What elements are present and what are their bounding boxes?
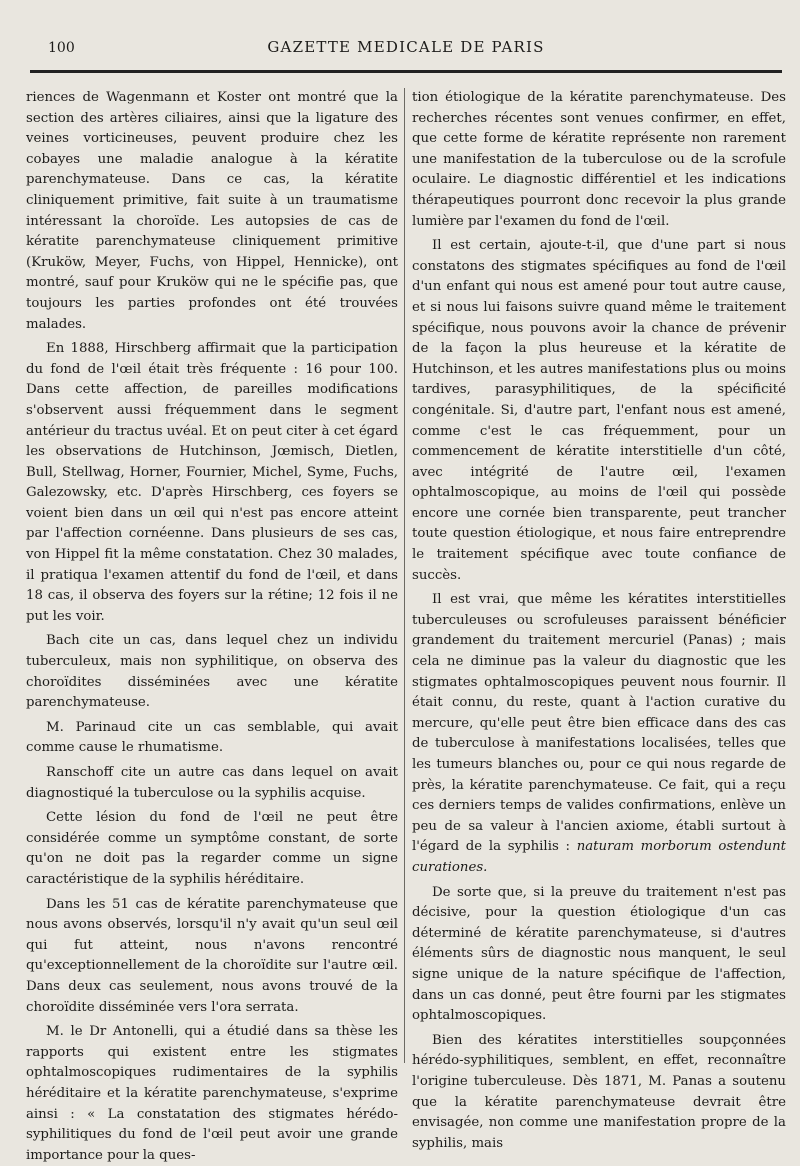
paragraph: En 1888, Hirschberg affirmait que la participation du fond de l'œil était très fréquente : 16 pour 100. Dans cette affection, de pareilles modifications s'observent aussi fréquemment dans le segment antérieur du tractus uvéal. Et on peut citer à cet égard les observations de Hutchinson, Jœmisch, Dietlen, Bull, Stellwag, Horner, Fournier, Michel, Syme, Fuchs, Galezowsky, etc. D'après Hirschberg, ces foyers se voient bien dans un œil qui n'est pas encore atteint par l'affection cornéenne. Dans plusieurs de ses cas, von Hippel fit la même constatation. Chez 30 malades, il pratiqua l'examen attentif du fond de l'œil, et dans 18 cas, il observa des foyers sur la rétine; 12 fois il ne put les voir.: [26, 341, 398, 624]
paragraph: M. Parinaud cite un cas semblable, qui avait comme cause le rhumatisme.: [26, 719, 398, 756]
paragraph: Dans les 51 cas de kératite parenchymateuse que nous avons observés, lorsqu'il n'y avait qu'un seul œil qui fut atteint, nous n'avons rencontré qu'exceptionnellement de la choroïdite sur l'autre œil. Dans deux cas seulement, nous avons trouvé de la choroïdite disséminée vers l'ora serrata.: [26, 896, 398, 1015]
paragraph: M. le Dr Antonelli, qui a étudié dans sa thèse les rapports qui existent entre les stigmates ophtalmoscopiques rudimentaires de la syphilis héréditaire et la kératite parenchymateuse, s'exprime ainsi : « La constatation des stigmates hérédo-syphilitiques du fond de l'œil peut avoir une grande importance pour la ques-: [26, 1024, 398, 1163]
paragraph-text: Il est vrai, que même les kératites interstitielles tuberculeuses ou scrofuleuses paraissent bénéficier grandement du traitement mercuriel (Panas) ; mais cela ne diminue pas la valeur du diagnostic que les stigmates ophtalmoscopiques peuvent nous fournir. Il était connu, du reste, quant à l'action curative du mercure, qu'elle peut être bien efficace dans des cas de tuberculose à manifestations localisées, telles que les tumeurs blanches ou, pour ce qui nous regarde de près, la kératite parenchymateuse. Ce fait, qui a reçu ces derniers temps de valides confirmations, enlève un peu de sa valeur à l'ancien axiome, établi surtout à l'égard de la syphilis :: [412, 592, 786, 855]
left-column: [26, 88, 398, 1163]
right-column: [412, 88, 787, 1151]
journal-title: GAZETTE MEDICALE DE PARIS: [267, 38, 545, 56]
header-rule: [30, 70, 782, 73]
paragraph: Il est certain, ajoute-t-il, que d'une part si nous constatons des stigmates spécifiques au fond de l'œil d'un enfant qui nous est amené pour tout autre cause, et si nous lui faisons suivre quand même le traitement spécifique, nous pouvons avoir la chance de prévenir de la façon la plus heureuse et la kératite de Hutchinson, et les autres manifestations plus ou moins tardives, parasyphilitiques, de la spécificité congénitale. Si, d'autre part, l'enfant nous est amené, comme c'est le cas fréquemment, pour un commencement de kératite interstitielle d'un côté, avec intégrité de l'autre œil, l'examen ophtalmoscopique, au moins de l'œil qui possède encore une cornée bien transparente, peut trancher toute question étiologique, et nous faire entreprendre le traitement spécifique avec toute confiance de succès.: [412, 238, 786, 583]
paragraph: riences de Wagenmann et Koster ont montré que la section des artères ciliaires, ainsi que la ligature des veines vorticineuses, peuvent produire chez les cobayes une maladie analogue à la kératite parenchymateuse. Dans ce cas, la kératite cliniquement primitive, fait suite à un traumatisme intéressant la choroïde. Les autopsies de cas de kératite parenchymateuse cliniquement primitive (Kruköw, Meyer, Fuchs, von Hippel, Hennicke), ont montré, sauf pour Kruköw qui ne le spécifie pas, que toujours les parties profondes ont été trouvées malades.: [26, 90, 398, 332]
paragraph: Bien des kératites interstitielles soupçonnées hérédo-syphilitiques, semblent, en effet, reconnaître l'origine tuberculeuse. Dès 1871, M. Panas a soutenu que la kératite parenchymateuse devrait être envisagée, non comme une manifestation propre de la syphilis, mais: [412, 1032, 786, 1151]
paragraph: Cette lésion du fond de l'œil ne peut être considérée comme un symptôme constant, de sorte qu'on ne doit pas la regarder comme un signe caractéristique de la syphilis héréditaire.: [26, 810, 398, 887]
column-divider: [404, 88, 405, 1063]
paragraph: [412, 590, 786, 878]
paragraph: Bach cite un cas, dans lequel chez un individu tuberculeux, mais non syphilitique, on observa des choroïdites disséminées avec une kératite parenchymateuse.: [26, 633, 398, 711]
paragraph: tion étiologique de la kératite parenchymateuse. Des recherches récentes sont venues confirmer, en effet, que cette forme de kératite représente non rarement une manifestation de la tuberculose ou de la scrofule oculaire. Le diagnostic différentiel et les indications thérapeutiques pourront donc recevoir la plus grande lumière par l'examen du fond de l'œil.: [412, 90, 786, 229]
latin-quote: naturam morborum ostendunt curationes.: [412, 839, 787, 875]
page-header: [30, 28, 782, 74]
paragraph: De sorte que, si la preuve du traitement n'est pas décisive, pour la question étiologique d'un cas déterminé de kératite parenchymateuse, si d'autres éléments sûrs de diagnostic nous manquent, le seul signe unique de la nature spécifique de l'affection, dans un cas donné, peut être fourni par les stigmates ophtalmoscopiques.: [412, 884, 786, 1024]
page-number: 100: [48, 40, 75, 56]
paragraph: Ranschoff cite un autre cas dans lequel on avait diagnostiqué la tuberculose ou la syphilis acquise.: [26, 765, 398, 801]
